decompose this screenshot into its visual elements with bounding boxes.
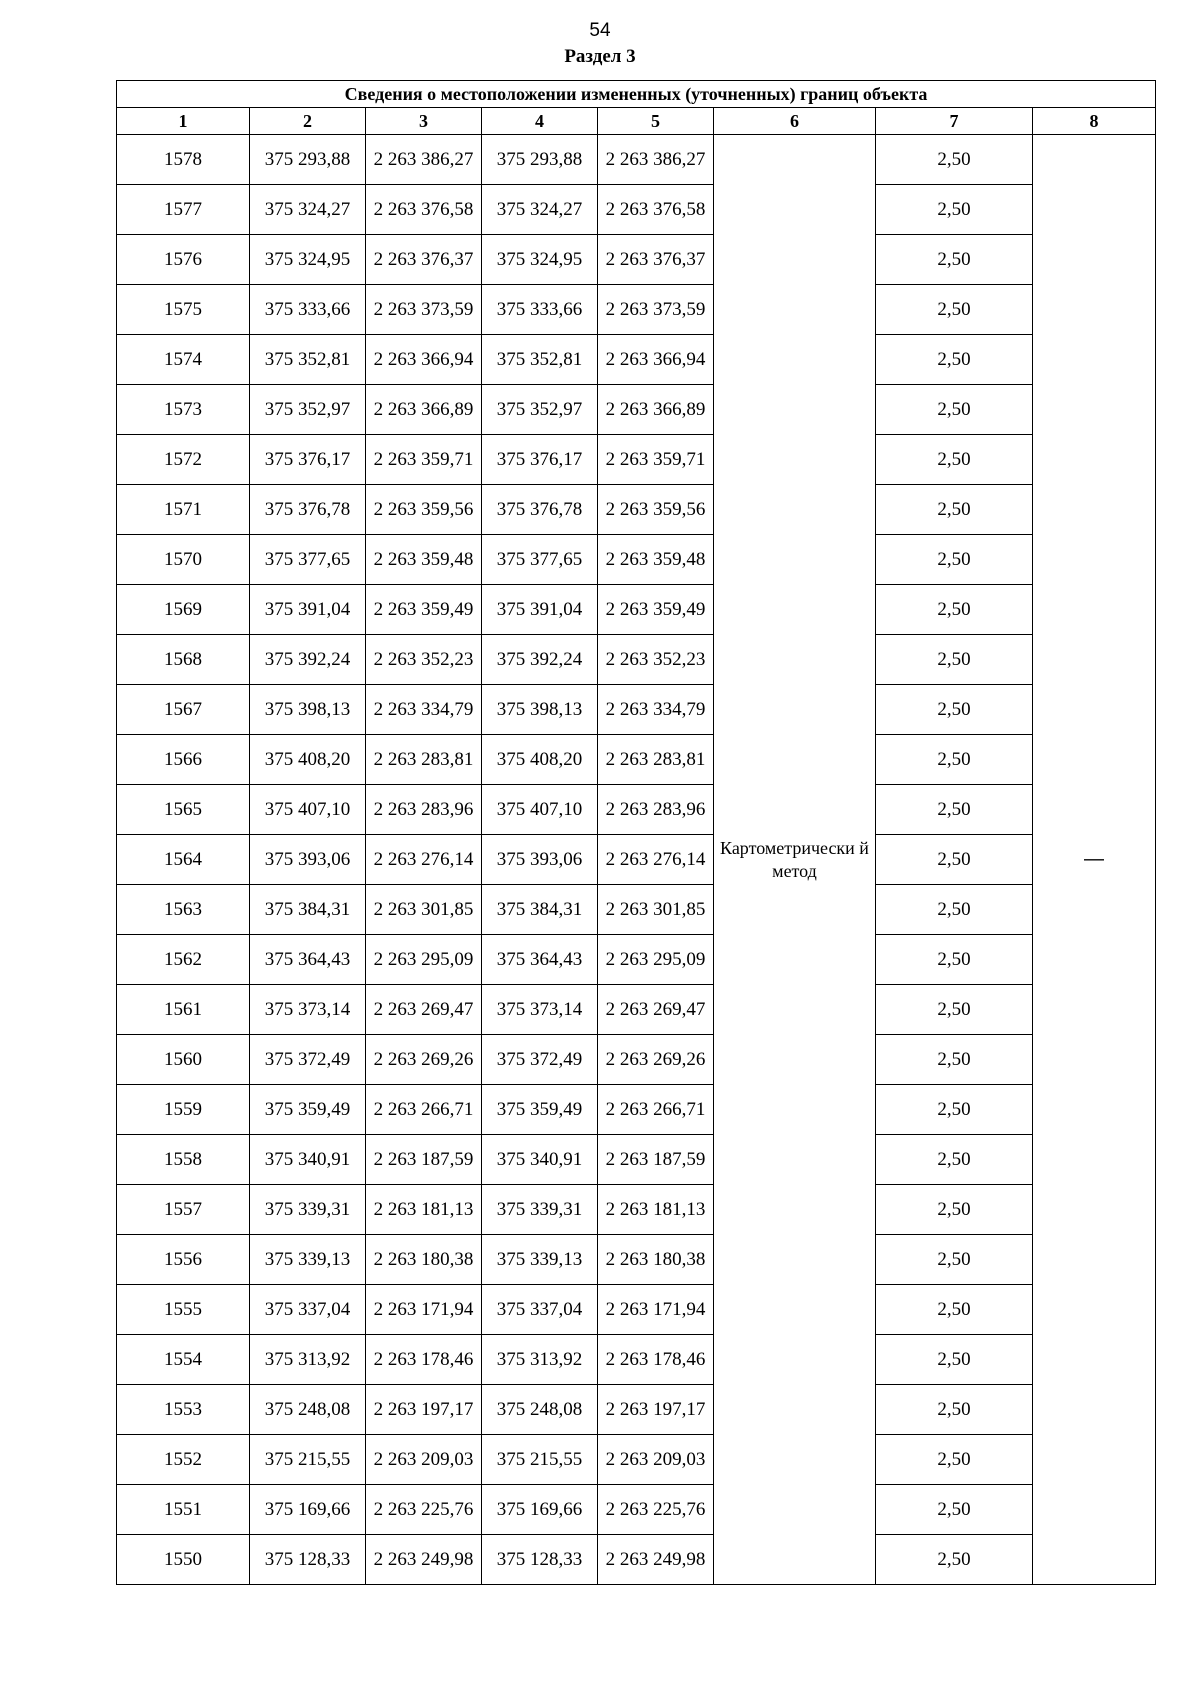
x-coordinate-new: 375 376,17 xyxy=(482,435,598,485)
x-coordinate-existing: 375 352,97 xyxy=(250,385,366,435)
point-number: 1551 xyxy=(117,1485,250,1535)
y-coordinate-new: 2 263 366,89 xyxy=(598,385,714,435)
point-number: 1569 xyxy=(117,585,250,635)
column-header-1: 1 xyxy=(117,108,250,135)
table-row xyxy=(117,1035,1156,1085)
x-coordinate-new: 375 248,08 xyxy=(482,1385,598,1435)
y-coordinate-new: 2 263 197,17 xyxy=(598,1385,714,1435)
x-coordinate-existing: 375 313,92 xyxy=(250,1335,366,1385)
table-header-row xyxy=(117,108,1156,135)
x-coordinate-new: 375 339,31 xyxy=(482,1185,598,1235)
x-coordinate-new: 375 372,49 xyxy=(482,1035,598,1085)
accuracy-value: 2,50 xyxy=(876,135,1033,185)
accuracy-value: 2,50 xyxy=(876,835,1033,885)
point-number: 1566 xyxy=(117,735,250,785)
y-coordinate-new: 2 263 376,58 xyxy=(598,185,714,235)
accuracy-value: 2,50 xyxy=(876,1235,1033,1285)
table-row xyxy=(117,1335,1156,1385)
point-number: 1550 xyxy=(117,1535,250,1585)
point-number: 1552 xyxy=(117,1435,250,1485)
y-coordinate-new: 2 263 366,94 xyxy=(598,335,714,385)
y-coordinate-new: 2 263 295,09 xyxy=(598,935,714,985)
y-coordinate-new: 2 263 334,79 xyxy=(598,685,714,735)
point-number: 1572 xyxy=(117,435,250,485)
accuracy-value: 2,50 xyxy=(876,935,1033,985)
y-coordinate-existing: 2 263 276,14 xyxy=(366,835,482,885)
accuracy-value: 2,50 xyxy=(876,985,1033,1035)
x-coordinate-new: 375 376,78 xyxy=(482,485,598,535)
y-coordinate-new: 2 263 178,46 xyxy=(598,1335,714,1385)
x-coordinate-new: 375 128,33 xyxy=(482,1535,598,1585)
y-coordinate-new: 2 263 249,98 xyxy=(598,1535,714,1585)
table-row xyxy=(117,985,1156,1035)
y-coordinate-existing: 2 263 269,47 xyxy=(366,985,482,1035)
x-coordinate-existing: 375 372,49 xyxy=(250,1035,366,1085)
table-row xyxy=(117,335,1156,385)
point-number: 1576 xyxy=(117,235,250,285)
column-header-2: 2 xyxy=(250,108,366,135)
y-coordinate-existing: 2 263 180,38 xyxy=(366,1235,482,1285)
table-row xyxy=(117,685,1156,735)
x-coordinate-new: 375 340,91 xyxy=(482,1135,598,1185)
x-coordinate-existing: 375 337,04 xyxy=(250,1285,366,1335)
column-header-8: 8 xyxy=(1033,108,1156,135)
x-coordinate-new: 375 373,14 xyxy=(482,985,598,1035)
accuracy-value: 2,50 xyxy=(876,1335,1033,1385)
y-coordinate-existing: 2 263 359,71 xyxy=(366,435,482,485)
y-coordinate-existing: 2 263 187,59 xyxy=(366,1135,482,1185)
y-coordinate-existing: 2 263 334,79 xyxy=(366,685,482,735)
y-coordinate-new: 2 263 359,71 xyxy=(598,435,714,485)
y-coordinate-existing: 2 263 373,59 xyxy=(366,285,482,335)
table-row xyxy=(117,1435,1156,1485)
y-coordinate-existing: 2 263 197,17 xyxy=(366,1385,482,1435)
table-row xyxy=(117,1535,1156,1585)
y-coordinate-existing: 2 263 283,96 xyxy=(366,785,482,835)
y-coordinate-existing: 2 263 249,98 xyxy=(366,1535,482,1585)
x-coordinate-new: 375 393,06 xyxy=(482,835,598,885)
accuracy-value: 2,50 xyxy=(876,1285,1033,1335)
table-row xyxy=(117,535,1156,585)
table-row xyxy=(117,885,1156,935)
table-caption: Сведения о местоположении измененных (уточненных) границ объекта xyxy=(117,81,1156,108)
y-coordinate-new: 2 263 209,03 xyxy=(598,1435,714,1485)
x-coordinate-new: 375 333,66 xyxy=(482,285,598,335)
y-coordinate-new: 2 263 181,13 xyxy=(598,1185,714,1235)
table-row xyxy=(117,1135,1156,1185)
y-coordinate-new: 2 263 283,96 xyxy=(598,785,714,835)
y-coordinate-new: 2 263 386,27 xyxy=(598,135,714,185)
table-row xyxy=(117,485,1156,535)
y-coordinate-new: 2 263 269,47 xyxy=(598,985,714,1035)
x-coordinate-existing: 375 293,88 xyxy=(250,135,366,185)
x-coordinate-new: 375 391,04 xyxy=(482,585,598,635)
method-cell: Картометрически й метод xyxy=(714,135,876,1585)
accuracy-value: 2,50 xyxy=(876,185,1033,235)
y-coordinate-existing: 2 263 181,13 xyxy=(366,1185,482,1235)
section-title: Раздел 3 xyxy=(564,46,636,67)
x-coordinate-existing: 375 339,31 xyxy=(250,1185,366,1235)
column-header-3: 3 xyxy=(366,108,482,135)
y-coordinate-existing: 2 263 171,94 xyxy=(366,1285,482,1335)
accuracy-value: 2,50 xyxy=(876,535,1033,585)
y-coordinate-new: 2 263 359,48 xyxy=(598,535,714,585)
column-header-7: 7 xyxy=(876,108,1033,135)
y-coordinate-existing: 2 263 269,26 xyxy=(366,1035,482,1085)
x-coordinate-existing: 375 215,55 xyxy=(250,1435,366,1485)
x-coordinate-new: 375 408,20 xyxy=(482,735,598,785)
table-row xyxy=(117,1285,1156,1335)
point-number: 1561 xyxy=(117,985,250,1035)
x-coordinate-existing: 375 376,78 xyxy=(250,485,366,535)
table-row xyxy=(117,585,1156,635)
accuracy-value: 2,50 xyxy=(876,685,1033,735)
x-coordinate-new: 375 352,81 xyxy=(482,335,598,385)
x-coordinate-new: 375 339,13 xyxy=(482,1235,598,1285)
y-coordinate-existing: 2 263 376,58 xyxy=(366,185,482,235)
y-coordinate-new: 2 263 180,38 xyxy=(598,1235,714,1285)
x-coordinate-existing: 375 352,81 xyxy=(250,335,366,385)
point-number: 1553 xyxy=(117,1385,250,1435)
y-coordinate-new: 2 263 301,85 xyxy=(598,885,714,935)
x-coordinate-existing: 375 376,17 xyxy=(250,435,366,485)
table-row xyxy=(117,835,1156,885)
column-header-5: 5 xyxy=(598,108,714,135)
point-number: 1555 xyxy=(117,1285,250,1335)
x-coordinate-new: 375 359,49 xyxy=(482,1085,598,1135)
accuracy-value: 2,50 xyxy=(876,635,1033,685)
x-coordinate-new: 375 313,92 xyxy=(482,1335,598,1385)
y-coordinate-new: 2 263 269,26 xyxy=(598,1035,714,1085)
column-header-4: 4 xyxy=(482,108,598,135)
y-coordinate-existing: 2 263 266,71 xyxy=(366,1085,482,1135)
x-coordinate-new: 375 352,97 xyxy=(482,385,598,435)
accuracy-value: 2,50 xyxy=(876,1385,1033,1435)
accuracy-value: 2,50 xyxy=(876,385,1033,435)
y-coordinate-existing: 2 263 209,03 xyxy=(366,1435,482,1485)
table-row xyxy=(117,1085,1156,1135)
y-coordinate-new: 2 263 359,49 xyxy=(598,585,714,635)
y-coordinate-existing: 2 263 359,56 xyxy=(366,485,482,535)
table-row xyxy=(117,1235,1156,1285)
x-coordinate-new: 375 407,10 xyxy=(482,785,598,835)
point-number: 1560 xyxy=(117,1035,250,1085)
y-coordinate-existing: 2 263 366,94 xyxy=(366,335,482,385)
point-number: 1564 xyxy=(117,835,250,885)
x-coordinate-new: 375 384,31 xyxy=(482,885,598,935)
x-coordinate-existing: 375 333,66 xyxy=(250,285,366,335)
accuracy-value: 2,50 xyxy=(876,285,1033,335)
y-coordinate-new: 2 263 266,71 xyxy=(598,1085,714,1135)
x-coordinate-new: 375 324,27 xyxy=(482,185,598,235)
x-coordinate-existing: 375 324,27 xyxy=(250,185,366,235)
y-coordinate-existing: 2 263 366,89 xyxy=(366,385,482,435)
y-coordinate-new: 2 263 376,37 xyxy=(598,235,714,285)
point-number: 1554 xyxy=(117,1335,250,1385)
point-number: 1570 xyxy=(117,535,250,585)
point-number: 1557 xyxy=(117,1185,250,1235)
x-coordinate-existing: 375 408,20 xyxy=(250,735,366,785)
accuracy-value: 2,50 xyxy=(876,885,1033,935)
y-coordinate-existing: 2 263 283,81 xyxy=(366,735,482,785)
point-number: 1575 xyxy=(117,285,250,335)
y-coordinate-existing: 2 263 386,27 xyxy=(366,135,482,185)
column-header-6: 6 xyxy=(714,108,876,135)
y-coordinate-existing: 2 263 225,76 xyxy=(366,1485,482,1535)
accuracy-value: 2,50 xyxy=(876,585,1033,635)
point-number: 1578 xyxy=(117,135,250,185)
accuracy-value: 2,50 xyxy=(876,335,1033,385)
y-coordinate-existing: 2 263 359,48 xyxy=(366,535,482,585)
x-coordinate-existing: 375 359,49 xyxy=(250,1085,366,1135)
x-coordinate-new: 375 169,66 xyxy=(482,1485,598,1535)
x-coordinate-existing: 375 128,33 xyxy=(250,1535,366,1585)
table-row xyxy=(117,235,1156,285)
table-row xyxy=(117,635,1156,685)
table-row xyxy=(117,185,1156,235)
point-number: 1574 xyxy=(117,335,250,385)
x-coordinate-existing: 375 373,14 xyxy=(250,985,366,1035)
accuracy-value: 2,50 xyxy=(876,1185,1033,1235)
point-number: 1573 xyxy=(117,385,250,435)
x-coordinate-new: 375 215,55 xyxy=(482,1435,598,1485)
table-row xyxy=(117,285,1156,335)
point-number: 1563 xyxy=(117,885,250,935)
table-row xyxy=(117,735,1156,785)
x-coordinate-new: 375 337,04 xyxy=(482,1285,598,1335)
point-number: 1562 xyxy=(117,935,250,985)
y-coordinate-new: 2 263 187,59 xyxy=(598,1135,714,1185)
x-coordinate-new: 375 392,24 xyxy=(482,635,598,685)
x-coordinate-existing: 375 391,04 xyxy=(250,585,366,635)
accuracy-value: 2,50 xyxy=(876,435,1033,485)
accuracy-value: 2,50 xyxy=(876,1035,1033,1085)
x-coordinate-existing: 375 377,65 xyxy=(250,535,366,585)
accuracy-value: 2,50 xyxy=(876,1435,1033,1485)
point-number: 1567 xyxy=(117,685,250,735)
y-coordinate-existing: 2 263 295,09 xyxy=(366,935,482,985)
x-coordinate-new: 375 364,43 xyxy=(482,935,598,985)
y-coordinate-existing: 2 263 178,46 xyxy=(366,1335,482,1385)
accuracy-value: 2,50 xyxy=(876,235,1033,285)
x-coordinate-existing: 375 393,06 xyxy=(250,835,366,885)
point-number: 1571 xyxy=(117,485,250,535)
x-coordinate-existing: 375 407,10 xyxy=(250,785,366,835)
table-row xyxy=(117,785,1156,835)
x-coordinate-existing: 375 324,95 xyxy=(250,235,366,285)
y-coordinate-new: 2 263 373,59 xyxy=(598,285,714,335)
x-coordinate-existing: 375 364,43 xyxy=(250,935,366,985)
column8-dash: — xyxy=(1033,135,1156,1585)
point-number: 1577 xyxy=(117,185,250,235)
table-row xyxy=(117,435,1156,485)
accuracy-value: 2,50 xyxy=(876,785,1033,835)
x-coordinate-existing: 375 392,24 xyxy=(250,635,366,685)
x-coordinate-existing: 375 169,66 xyxy=(250,1485,366,1535)
y-coordinate-existing: 2 263 301,85 xyxy=(366,885,482,935)
y-coordinate-new: 2 263 225,76 xyxy=(598,1485,714,1535)
y-coordinate-existing: 2 263 359,49 xyxy=(366,585,482,635)
table-row xyxy=(117,385,1156,435)
y-coordinate-existing: 2 263 376,37 xyxy=(366,235,482,285)
accuracy-value: 2,50 xyxy=(876,1085,1033,1135)
y-coordinate-new: 2 263 276,14 xyxy=(598,835,714,885)
page-number: 54 xyxy=(589,20,611,41)
x-coordinate-existing: 375 339,13 xyxy=(250,1235,366,1285)
accuracy-value: 2,50 xyxy=(876,735,1033,785)
y-coordinate-new: 2 263 359,56 xyxy=(598,485,714,535)
table-caption-row xyxy=(117,81,1156,108)
coordinates-table xyxy=(116,80,1156,1585)
table-row xyxy=(117,935,1156,985)
table-row xyxy=(117,135,1156,185)
accuracy-value: 2,50 xyxy=(876,1135,1033,1185)
table-row xyxy=(117,1485,1156,1535)
y-coordinate-existing: 2 263 352,23 xyxy=(366,635,482,685)
x-coordinate-existing: 375 340,91 xyxy=(250,1135,366,1185)
accuracy-value: 2,50 xyxy=(876,1535,1033,1585)
x-coordinate-new: 375 324,95 xyxy=(482,235,598,285)
table-row xyxy=(117,1185,1156,1235)
x-coordinate-existing: 375 248,08 xyxy=(250,1385,366,1435)
accuracy-value: 2,50 xyxy=(876,485,1033,535)
x-coordinate-existing: 375 398,13 xyxy=(250,685,366,735)
x-coordinate-new: 375 377,65 xyxy=(482,535,598,585)
point-number: 1559 xyxy=(117,1085,250,1135)
point-number: 1558 xyxy=(117,1135,250,1185)
x-coordinate-new: 375 293,88 xyxy=(482,135,598,185)
accuracy-value: 2,50 xyxy=(876,1485,1033,1535)
y-coordinate-new: 2 263 283,81 xyxy=(598,735,714,785)
y-coordinate-new: 2 263 352,23 xyxy=(598,635,714,685)
point-number: 1556 xyxy=(117,1235,250,1285)
table-row xyxy=(117,1385,1156,1435)
point-number: 1568 xyxy=(117,635,250,685)
x-coordinate-existing: 375 384,31 xyxy=(250,885,366,935)
x-coordinate-new: 375 398,13 xyxy=(482,685,598,735)
point-number: 1565 xyxy=(117,785,250,835)
y-coordinate-new: 2 263 171,94 xyxy=(598,1285,714,1335)
